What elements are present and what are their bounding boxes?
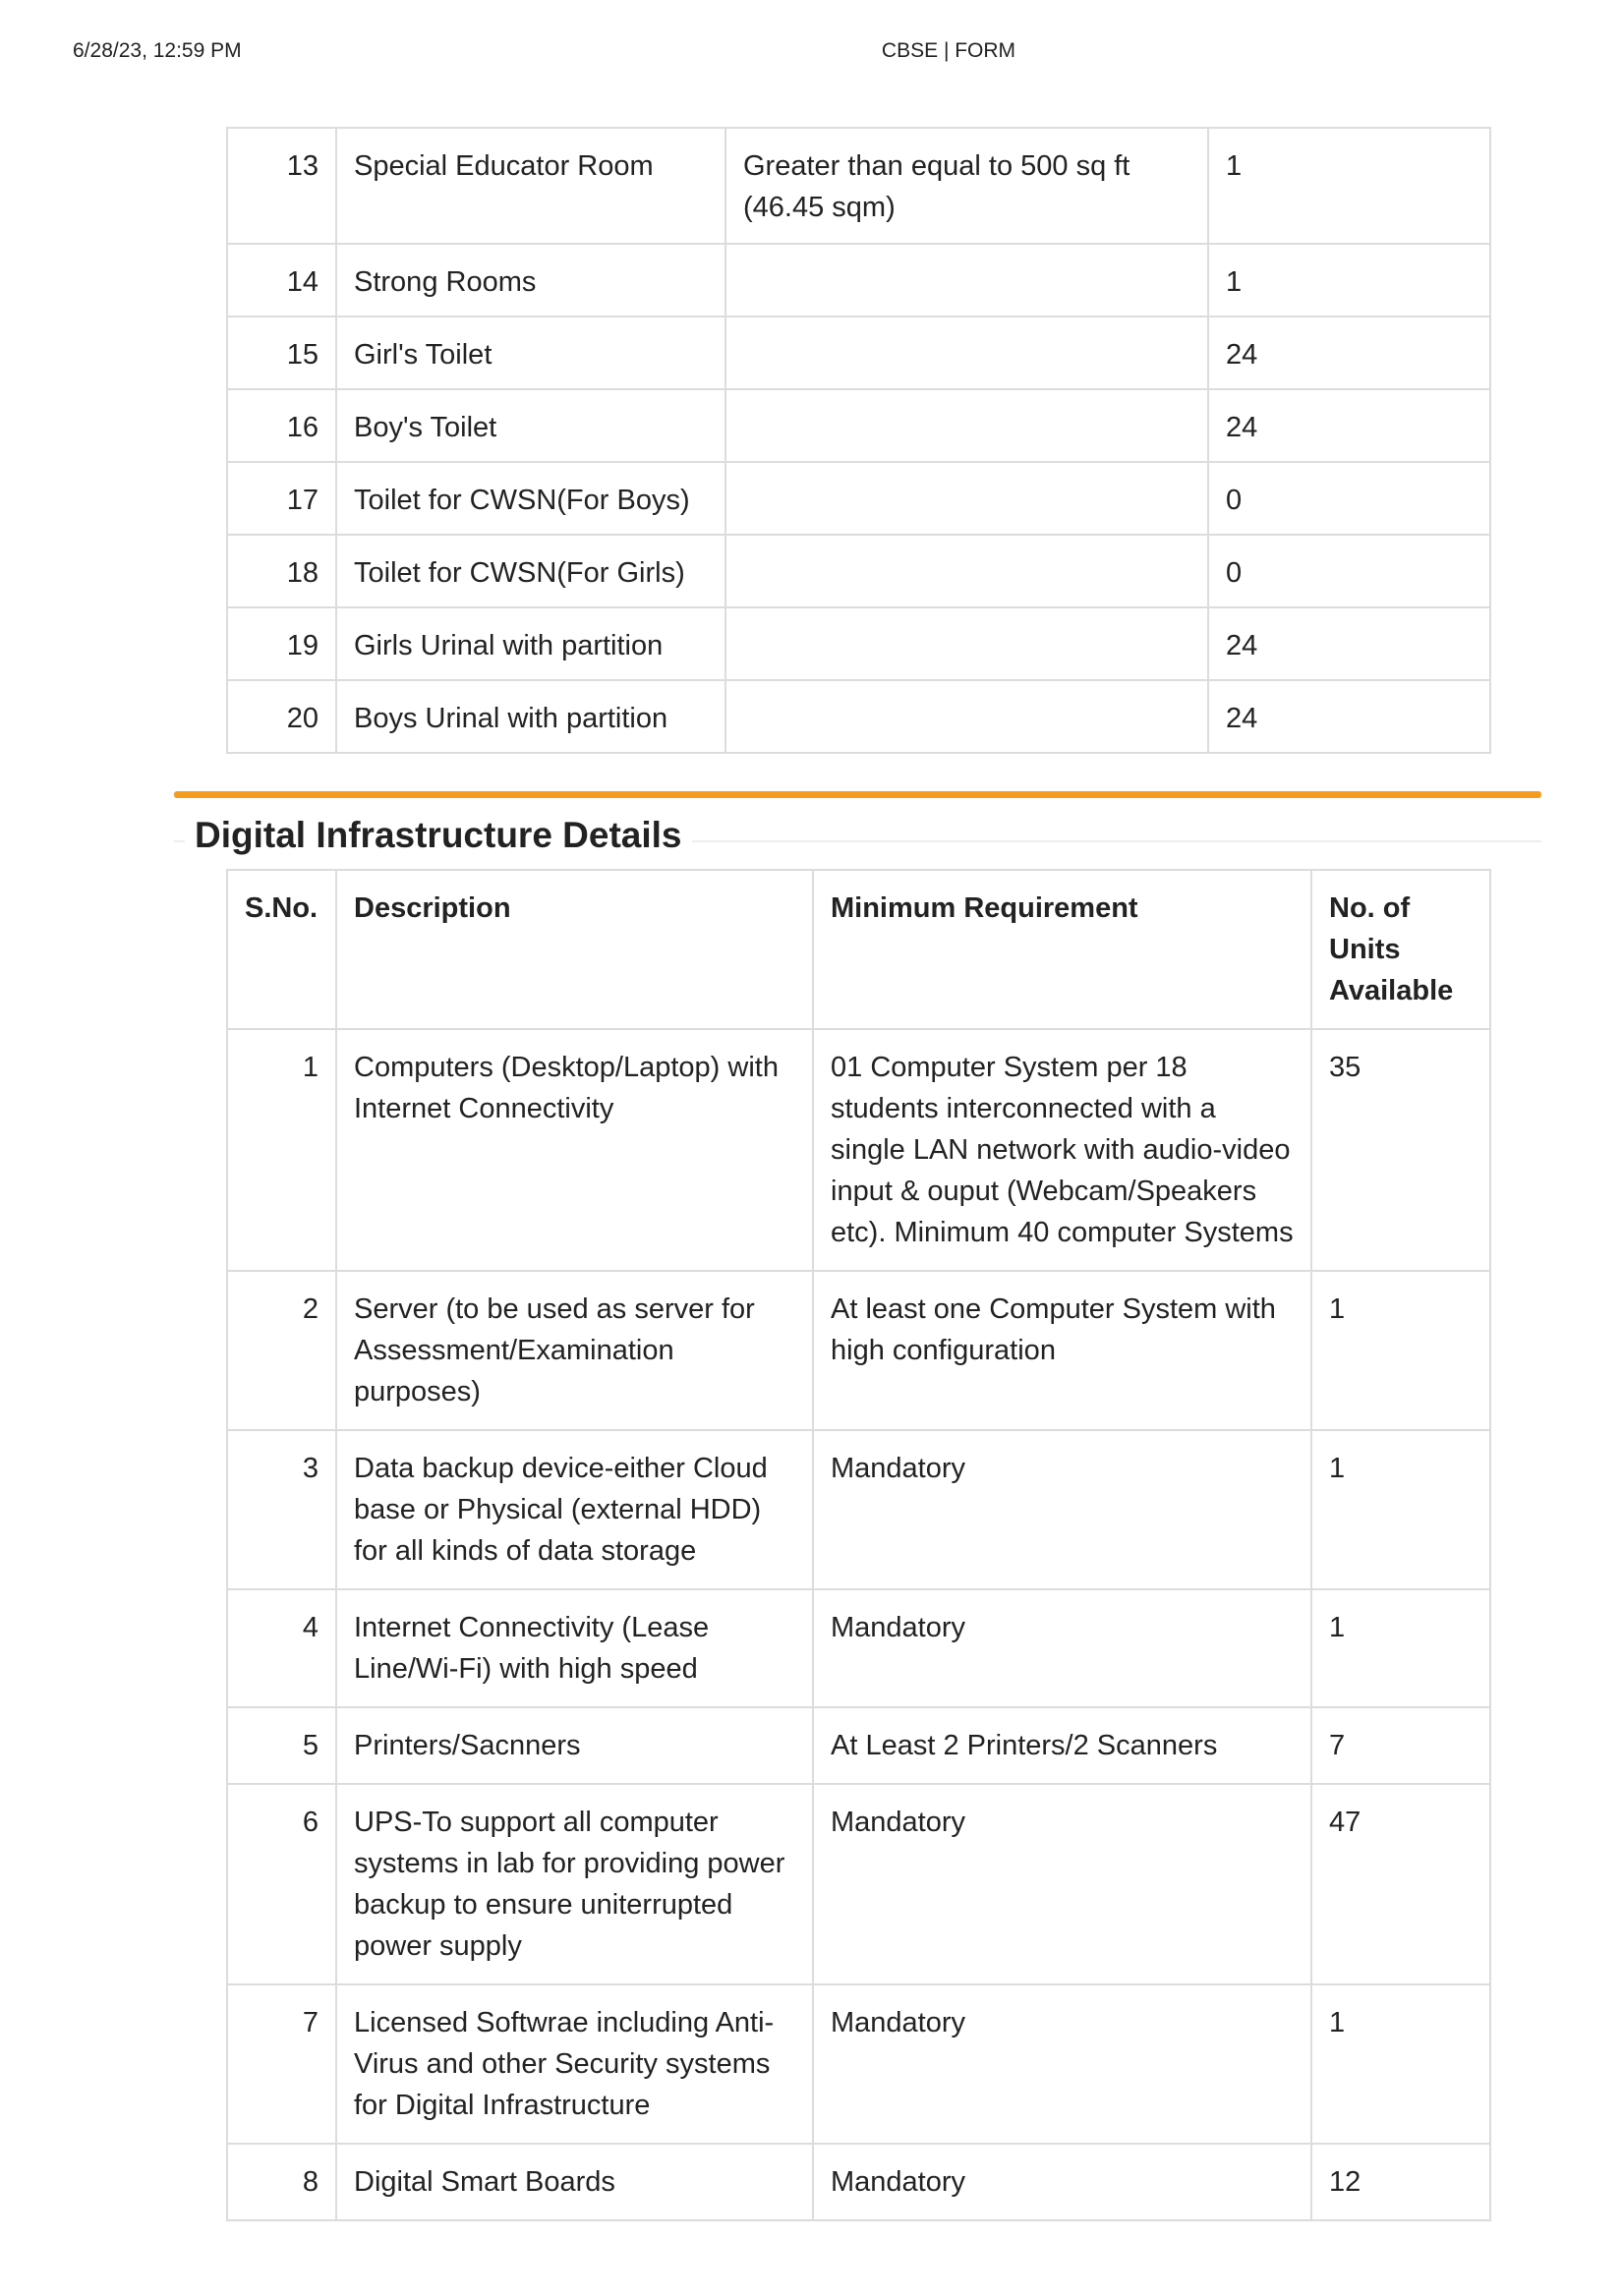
- units-cell: 24: [1208, 607, 1490, 680]
- description-cell: Strong Rooms: [336, 244, 725, 316]
- table-row: [227, 244, 1490, 316]
- description-cell: Boy's Toilet: [336, 389, 725, 462]
- units-cell: 0: [1208, 462, 1490, 535]
- sno-cell: 3: [227, 1430, 336, 1589]
- table-header-row: [227, 870, 1490, 1029]
- table-row: [227, 1589, 1490, 1707]
- description-cell: Digital Smart Boards: [336, 2144, 813, 2220]
- sno-cell: 5: [227, 1707, 336, 1784]
- sno-cell: 14: [227, 244, 336, 316]
- units-cell: 35: [1311, 1029, 1490, 1271]
- requirement-cell: 01 Computer System per 18 students interconnected with a single LAN network with audio-video input & ouput (Webcam/Speakers etc). Minimum 40 computer Systems: [813, 1029, 1311, 1271]
- requirement-cell: Mandatory: [813, 1589, 1311, 1707]
- table-row: [227, 2144, 1490, 2220]
- requirement-cell: [725, 680, 1208, 753]
- table-row: [227, 389, 1490, 462]
- sno-cell: 18: [227, 535, 336, 607]
- description-cell: Server (to be used as server for Assessment/Examination purposes): [336, 1271, 813, 1430]
- infrastructure-table: [226, 127, 1491, 754]
- table-row: [227, 1784, 1490, 1984]
- description-cell: Computers (Desktop/Laptop) with Internet Connectivity: [336, 1029, 813, 1271]
- table-row: [227, 128, 1490, 244]
- column-header-sno: S.No.: [227, 870, 336, 1029]
- sno-cell: 7: [227, 1984, 336, 2144]
- sno-cell: 8: [227, 2144, 336, 2220]
- sno-cell: 19: [227, 607, 336, 680]
- description-cell: Girl's Toilet: [336, 316, 725, 389]
- table-row: [227, 1271, 1490, 1430]
- units-cell: 1: [1311, 1430, 1490, 1589]
- table-row: [227, 607, 1490, 680]
- units-cell: 47: [1311, 1784, 1490, 1984]
- table-row: [227, 535, 1490, 607]
- requirement-cell: Greater than equal to 500 sq ft (46.45 sqm): [725, 128, 1208, 244]
- requirement-cell: [725, 535, 1208, 607]
- sno-cell: 1: [227, 1029, 336, 1271]
- units-cell: 1: [1208, 244, 1490, 316]
- print-datetime: 6/28/23, 12:59 PM: [73, 39, 242, 62]
- description-cell: Boys Urinal with partition: [336, 680, 725, 753]
- description-cell: Internet Connectivity (Lease Line/Wi-Fi) with high speed: [336, 1589, 813, 1707]
- units-cell: 0: [1208, 535, 1490, 607]
- description-cell: Licensed Softwrae including Anti-Virus and other Security systems for Digital Infrastructure: [336, 1984, 813, 2144]
- page-title: CBSE | FORM: [881, 39, 1016, 62]
- requirement-cell: At Least 2 Printers/2 Scanners: [813, 1707, 1311, 1784]
- sno-cell: 4: [227, 1589, 336, 1707]
- section-heading: Digital Infrastructure Details: [185, 812, 692, 859]
- table-row: [227, 316, 1490, 389]
- sno-cell: 17: [227, 462, 336, 535]
- requirement-cell: [725, 462, 1208, 535]
- sno-cell: 6: [227, 1784, 336, 1984]
- units-cell: 1: [1311, 1984, 1490, 2144]
- units-cell: 12: [1311, 2144, 1490, 2220]
- requirement-cell: [725, 389, 1208, 462]
- table-row: [227, 1029, 1490, 1271]
- table-row: [227, 1707, 1490, 1784]
- description-cell: Toilet for CWSN(For Boys): [336, 462, 725, 535]
- sno-cell: 2: [227, 1271, 336, 1430]
- units-cell: 1: [1208, 128, 1490, 244]
- section-divider-accent: [174, 791, 1541, 798]
- column-header-units: No. of Units Available: [1311, 870, 1490, 1029]
- sno-cell: 13: [227, 128, 336, 244]
- sno-cell: 15: [227, 316, 336, 389]
- description-cell: Special Educator Room: [336, 128, 725, 244]
- sno-cell: 20: [227, 680, 336, 753]
- column-header-requirement: Minimum Requirement: [813, 870, 1311, 1029]
- table-row: [227, 680, 1490, 753]
- description-cell: Girls Urinal with partition: [336, 607, 725, 680]
- requirement-cell: [725, 607, 1208, 680]
- table-row: [227, 462, 1490, 535]
- table-row: [227, 1430, 1490, 1589]
- sno-cell: 16: [227, 389, 336, 462]
- units-cell: 24: [1208, 316, 1490, 389]
- requirement-cell: Mandatory: [813, 1984, 1311, 2144]
- units-cell: 24: [1208, 680, 1490, 753]
- requirement-cell: [725, 316, 1208, 389]
- table-row: [227, 1984, 1490, 2144]
- column-header-description: Description: [336, 870, 813, 1029]
- description-cell: UPS-To support all computer systems in lab for providing power backup to ensure uniterrupted power supply: [336, 1784, 813, 1984]
- requirement-cell: At least one Computer System with high configuration: [813, 1271, 1311, 1430]
- units-cell: 24: [1208, 389, 1490, 462]
- requirement-cell: Mandatory: [813, 1784, 1311, 1984]
- requirement-cell: Mandatory: [813, 2144, 1311, 2220]
- requirement-cell: Mandatory: [813, 1430, 1311, 1589]
- units-cell: 1: [1311, 1271, 1490, 1430]
- units-cell: 1: [1311, 1589, 1490, 1707]
- units-cell: 7: [1311, 1707, 1490, 1784]
- digital-infrastructure-table: [226, 869, 1491, 2221]
- description-cell: Printers/Sacnners: [336, 1707, 813, 1784]
- description-cell: Toilet for CWSN(For Girls): [336, 535, 725, 607]
- requirement-cell: [725, 244, 1208, 316]
- print-header: [0, 39, 1622, 69]
- description-cell: Data backup device-either Cloud base or Physical (external HDD) for all kinds of data storage: [336, 1430, 813, 1589]
